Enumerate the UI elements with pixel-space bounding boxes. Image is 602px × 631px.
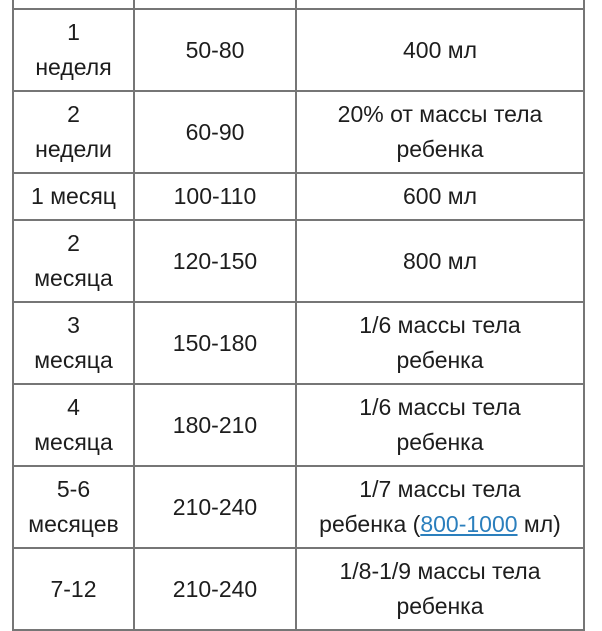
volume-cell — [296, 384, 584, 466]
volume-text: 1/6 массы тела — [359, 312, 521, 338]
volume-line — [299, 132, 581, 167]
feeding-table — [12, 0, 585, 631]
amount-value: 210-240 — [172, 575, 258, 602]
volume-line — [299, 179, 581, 214]
header-stub-cell — [296, 0, 584, 9]
table-row — [13, 9, 584, 91]
age-line: 3 — [67, 312, 80, 338]
age-line: 4 — [67, 394, 80, 420]
amount-cell — [134, 9, 296, 91]
volume-line — [299, 425, 581, 460]
age-line: 1 — [67, 19, 80, 45]
age-line: месяца — [34, 265, 113, 291]
amount-value: 50-80 — [185, 36, 245, 63]
volume-text: мл) — [517, 511, 561, 537]
age-cell — [13, 466, 134, 548]
volume-line — [299, 589, 581, 624]
table-row — [13, 91, 584, 173]
age-line: месяцев — [28, 511, 119, 537]
volume-text: 1/7 массы тела — [359, 476, 521, 502]
volume-text: ребенка — [396, 136, 484, 162]
volume-cell — [296, 91, 584, 173]
header-stub-cell — [13, 0, 134, 9]
age-line: неделя — [35, 54, 112, 80]
volume-line — [299, 390, 581, 425]
table-row — [13, 302, 584, 384]
amount-cell — [134, 91, 296, 173]
volume-cell — [296, 548, 584, 630]
volume-line — [299, 343, 581, 378]
age-line: месяца — [34, 347, 113, 373]
volume-cell — [296, 220, 584, 302]
age-line: недели — [35, 136, 112, 162]
volume-cell — [296, 302, 584, 384]
volume-text: 600 мл — [403, 183, 477, 209]
table-row — [13, 384, 584, 466]
volume-line — [299, 308, 581, 343]
amount-cell — [134, 384, 296, 466]
volume-line — [299, 472, 581, 507]
volume-text: ребенка — [396, 347, 484, 373]
amount-cell — [134, 220, 296, 302]
volume-line — [299, 97, 581, 132]
volume-text: ребенка — [396, 593, 484, 619]
volume-cell — [296, 173, 584, 220]
volume-line — [299, 244, 581, 279]
amount-value: 210-240 — [172, 493, 258, 520]
volume-line — [299, 33, 581, 68]
age-cell — [13, 302, 134, 384]
volume-line — [299, 554, 581, 589]
age-line: месяца — [34, 429, 113, 455]
table-header-stub-row — [13, 0, 584, 9]
amount-value: 120-150 — [172, 247, 258, 274]
volume-text: 20% от массы тела — [337, 101, 543, 127]
volume-cell — [296, 9, 584, 91]
amount-cell — [134, 173, 296, 220]
volume-text: ребенка — [396, 429, 484, 455]
age-cell — [13, 548, 134, 630]
age-cell — [13, 91, 134, 173]
feeding-table-body — [13, 0, 584, 630]
amount-value: 180-210 — [172, 411, 258, 438]
table-row — [13, 173, 584, 220]
age-cell — [13, 9, 134, 91]
amount-cell — [134, 548, 296, 630]
table-row — [13, 548, 584, 630]
amount-cell — [134, 466, 296, 548]
volume-text: 1/6 массы тела — [359, 394, 521, 420]
volume-cell — [296, 466, 584, 548]
volume-text: 800 мл — [403, 247, 477, 274]
age-cell — [13, 173, 134, 220]
volume-line — [299, 507, 581, 542]
age-line: 2 — [67, 230, 80, 256]
age-cell — [13, 384, 134, 466]
volume-text: ребенка ( — [319, 511, 421, 537]
age-line: 7-12 — [50, 575, 97, 602]
table-row — [13, 220, 584, 302]
volume-text: 1/8-1/9 массы тела — [339, 558, 541, 584]
amount-cell — [134, 302, 296, 384]
amount-value: 150-180 — [172, 329, 258, 356]
age-line: 5-6 — [56, 476, 91, 502]
amount-value: 100-110 — [173, 183, 257, 209]
header-stub-cell — [134, 0, 296, 9]
age-line: 2 — [67, 101, 80, 127]
volume-range-link[interactable]: 800-1000 — [420, 511, 518, 537]
amount-value: 60-90 — [185, 118, 245, 145]
volume-text: 400 мл — [403, 36, 477, 63]
age-cell — [13, 220, 134, 302]
table-row — [13, 466, 584, 548]
age-line: 1 месяц — [31, 183, 116, 209]
